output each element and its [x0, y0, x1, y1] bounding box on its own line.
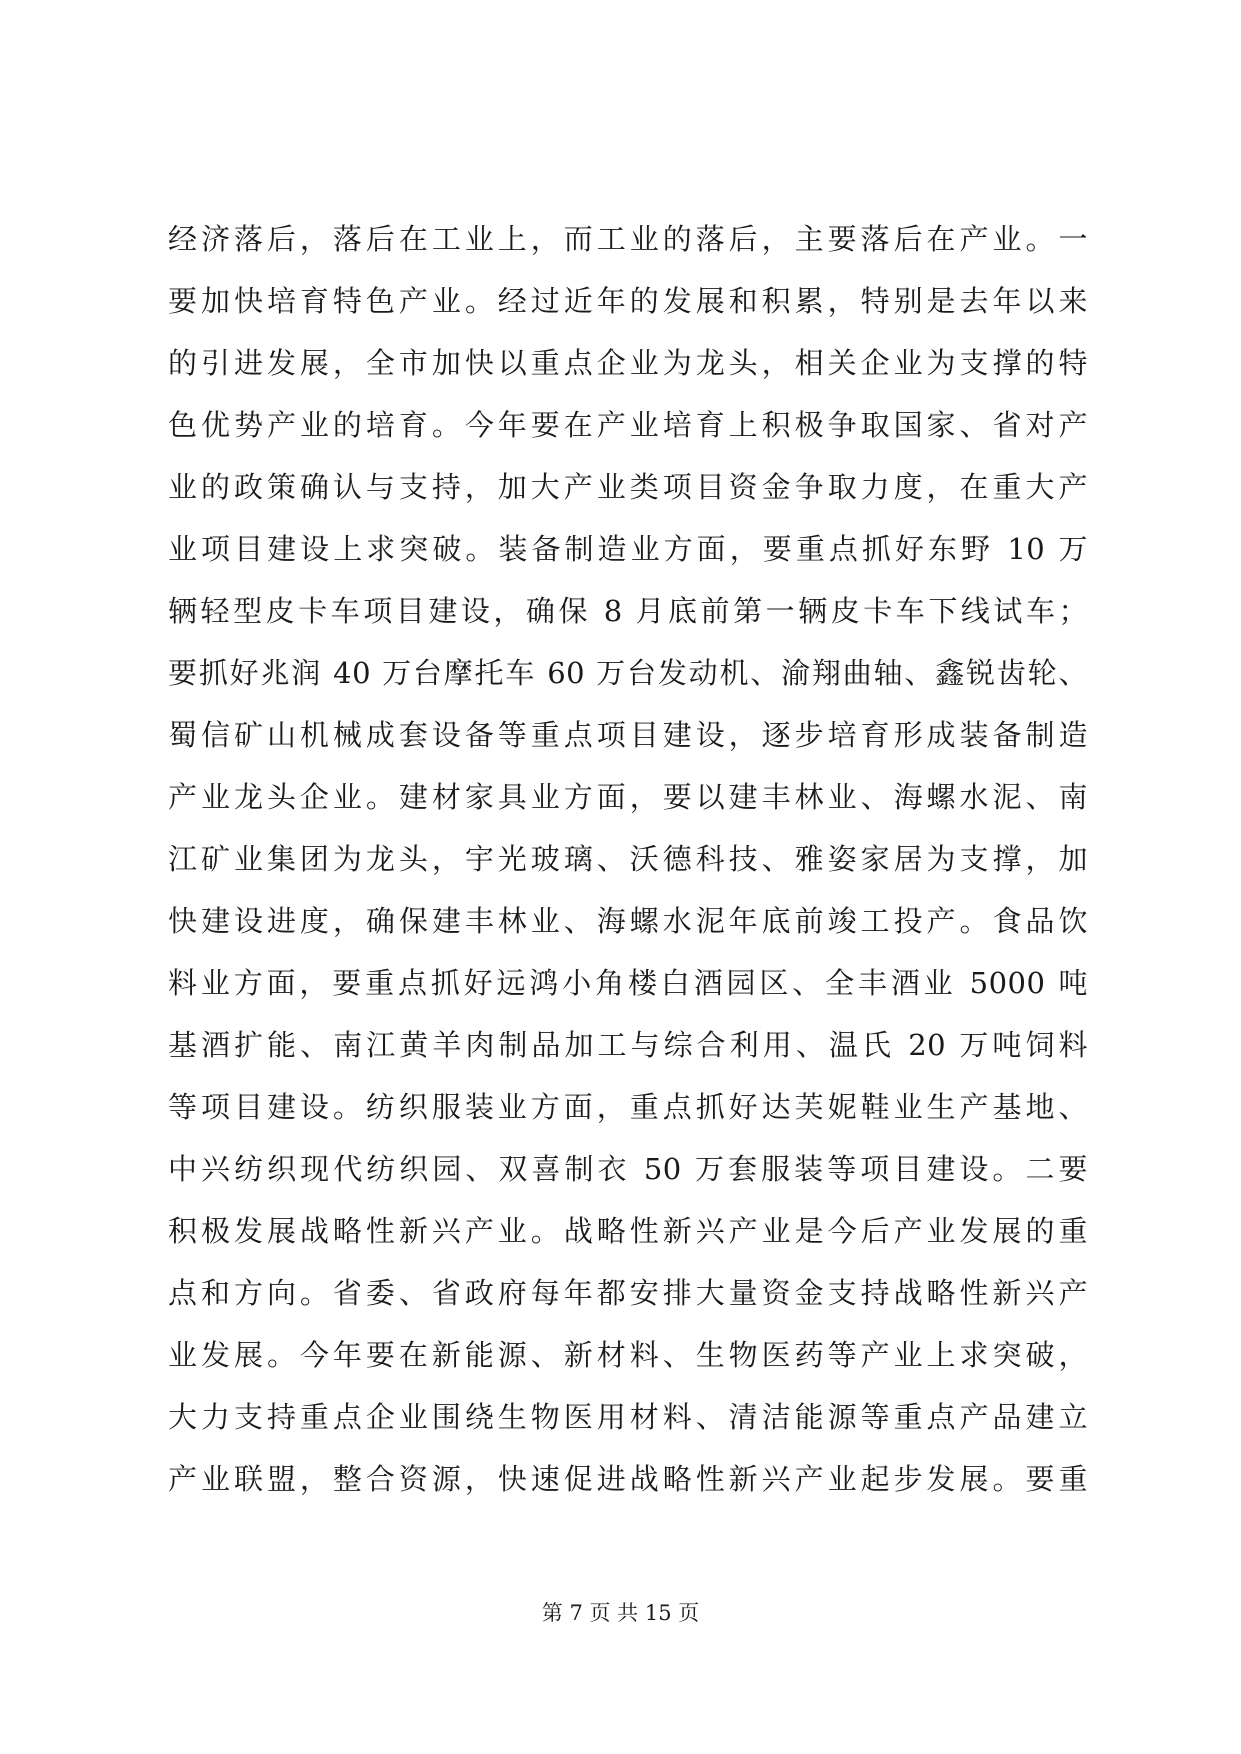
text-line: 要抓好兆润 40 万台摩托车 60 万台发动机、渝翔曲轴、鑫锐齿轮、	[168, 656, 1088, 690]
body-text	[168, 208, 1088, 1510]
page-footer	[0, 1598, 1241, 1628]
text-line: 业的政策确认与支持，加大产业类项目资金争取力度，在重大产	[168, 470, 1088, 504]
text-line: 积极发展战略性新兴产业。战略性新兴产业是今后产业发展的重	[168, 1214, 1088, 1248]
text-line: 的引进发展，全市加快以重点企业为龙头，相关企业为支撑的特	[168, 346, 1088, 380]
text-line: 基酒扩能、南江黄羊肉制品加工与综合利用、温氏 20 万吨饲料	[168, 1028, 1088, 1062]
text-line: 业发展。今年要在新能源、新材料、生物医药等产业上求突破，	[168, 1338, 1088, 1372]
text-line: 产业联盟，整合资源，快速促进战略性新兴产业起步发展。要重	[168, 1462, 1088, 1496]
text-line: 色优势产业的培育。今年要在产业培育上积极争取国家、省对产	[168, 408, 1088, 442]
text-line: 辆轻型皮卡车项目建设，确保 8 月底前第一辆皮卡车下线试车；	[168, 594, 1088, 628]
text-line: 要加快培育特色产业。经过近年的发展和积累，特别是去年以来	[168, 284, 1088, 318]
text-line: 快建设进度，确保建丰林业、海螺水泥年底前竣工投产。食品饮	[168, 904, 1088, 938]
text-line: 点和方向。省委、省政府每年都安排大量资金支持战略性新兴产	[168, 1276, 1088, 1310]
text-line: 等项目建设。纺织服装业方面，重点抓好达芙妮鞋业生产基地、	[168, 1090, 1088, 1124]
text-line: 产业龙头企业。建材家具业方面，要以建丰林业、海螺水泥、南	[168, 780, 1088, 814]
text-line: 料业方面，要重点抓好远鸿小角楼白酒园区、全丰酒业 5000 吨	[168, 966, 1088, 1000]
text-line: 中兴纺织现代纺织园、双喜制衣 50 万套服装等项目建设。二要	[168, 1152, 1088, 1186]
text-line: 江矿业集团为龙头，宇光玻璃、沃德科技、雅姿家居为支撑，加	[168, 842, 1088, 876]
text-line: 蜀信矿山机械成套设备等重点项目建设，逐步培育形成装备制造	[168, 718, 1088, 752]
page-number: 第 7 页 共 15 页	[541, 1601, 700, 1625]
text-line: 经济落后，落后在工业上，而工业的落后，主要落后在产业。一	[168, 222, 1088, 256]
text-line: 大力支持重点企业围绕生物医用材料、清洁能源等重点产品建立	[168, 1400, 1088, 1434]
text-line: 业项目建设上求突破。装备制造业方面，要重点抓好东野 10 万	[168, 532, 1088, 566]
